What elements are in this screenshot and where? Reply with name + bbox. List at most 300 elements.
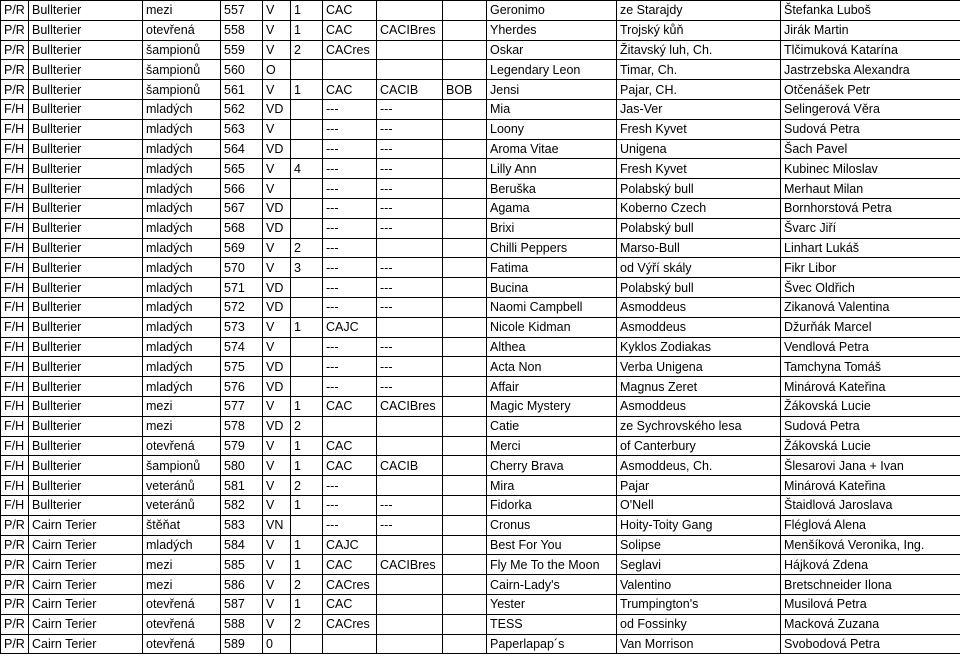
cell-kennel: Seglavi xyxy=(617,555,781,575)
cell-owner: Linhart Lukáš xyxy=(781,238,960,258)
cell-breed: Bullterier xyxy=(29,238,143,258)
cell-sex: F/H xyxy=(1,198,29,218)
cell-kennel: Žitavský luh, Ch. xyxy=(617,40,781,60)
cell-sex: F/H xyxy=(1,416,29,436)
cell-catalog-number: 574 xyxy=(221,337,263,357)
cell-kennel: Pajar xyxy=(617,476,781,496)
cell-owner: Musilová Petra xyxy=(781,594,960,614)
cell-breed: Bullterier xyxy=(29,396,143,416)
cell-placement xyxy=(291,179,323,199)
cell-cacib xyxy=(377,60,443,80)
cell-bob xyxy=(443,416,487,436)
cell-catalog-number: 580 xyxy=(221,456,263,476)
cell-breed: Bullterier xyxy=(29,258,143,278)
cell-placement xyxy=(291,218,323,238)
cell-breed: Bullterier xyxy=(29,40,143,60)
cell-catalog-number: 573 xyxy=(221,317,263,337)
table-row xyxy=(1,198,960,218)
table-row xyxy=(1,555,960,575)
cell-sex: F/H xyxy=(1,337,29,357)
cell-owner: Macková Zuzana xyxy=(781,614,960,634)
table-row xyxy=(1,614,960,634)
cell-sex: F/H xyxy=(1,396,29,416)
cell-breed: Bullterier xyxy=(29,476,143,496)
cell-placement: 1 xyxy=(291,535,323,555)
cell-title: --- xyxy=(323,357,377,377)
cell-catalog-number: 588 xyxy=(221,614,263,634)
cell-owner: Džurňák Marcel xyxy=(781,317,960,337)
cell-catalog-number: 565 xyxy=(221,159,263,179)
cell-breed: Bullterier xyxy=(29,278,143,298)
cell-rating: O xyxy=(263,60,291,80)
cell-cacib: --- xyxy=(377,99,443,119)
cell-placement: 2 xyxy=(291,614,323,634)
cell-catalog-number: 587 xyxy=(221,594,263,614)
cell-class: otevřená xyxy=(143,20,221,40)
cell-cacib xyxy=(377,594,443,614)
cell-placement: 1 xyxy=(291,1,323,21)
cell-class: mladých xyxy=(143,377,221,397)
cell-bob xyxy=(443,555,487,575)
cell-title xyxy=(323,634,377,654)
cell-kennel: od Fossinky xyxy=(617,614,781,634)
cell-title: --- xyxy=(323,119,377,139)
cell-class: veteránů xyxy=(143,495,221,515)
cell-title: CAJC xyxy=(323,535,377,555)
cell-dog-name: Oskar xyxy=(487,40,617,60)
cell-catalog-number: 563 xyxy=(221,119,263,139)
cell-bob xyxy=(443,139,487,159)
cell-class: mezi xyxy=(143,416,221,436)
cell-breed: Bullterier xyxy=(29,495,143,515)
cell-cacib: --- xyxy=(377,495,443,515)
cell-breed: Bullterier xyxy=(29,337,143,357)
cell-sex: P/R xyxy=(1,634,29,654)
cell-class: šampionů xyxy=(143,60,221,80)
cell-class: mezi xyxy=(143,1,221,21)
cell-kennel: Solipse xyxy=(617,535,781,555)
cell-breed: Bullterier xyxy=(29,119,143,139)
cell-bob xyxy=(443,634,487,654)
cell-bob xyxy=(443,495,487,515)
cell-kennel: Hoity-Toity Gang xyxy=(617,515,781,535)
table-row xyxy=(1,278,960,298)
cell-title: --- xyxy=(323,297,377,317)
cell-catalog-number: 569 xyxy=(221,238,263,258)
cell-cacib: --- xyxy=(377,258,443,278)
table-row xyxy=(1,139,960,159)
cell-placement: 1 xyxy=(291,456,323,476)
cell-class: mladých xyxy=(143,198,221,218)
cell-placement xyxy=(291,99,323,119)
cell-kennel: of Canterbury xyxy=(617,436,781,456)
cell-class: mezi xyxy=(143,396,221,416)
cell-owner: Švarc Jiří xyxy=(781,218,960,238)
cell-cacib: --- xyxy=(377,159,443,179)
cell-sex: F/H xyxy=(1,377,29,397)
cell-rating: VD xyxy=(263,218,291,238)
cell-dog-name: Cherry Brava xyxy=(487,456,617,476)
cell-dog-name: Beruška xyxy=(487,179,617,199)
cell-kennel: Unigena xyxy=(617,139,781,159)
cell-cacib xyxy=(377,476,443,496)
cell-rating: VN xyxy=(263,515,291,535)
cell-dog-name: Chilli Peppers xyxy=(487,238,617,258)
cell-owner: Sudová Petra xyxy=(781,119,960,139)
cell-sex: F/H xyxy=(1,297,29,317)
table-row xyxy=(1,337,960,357)
cell-title: CAC xyxy=(323,436,377,456)
cell-rating: VD xyxy=(263,297,291,317)
cell-owner: Štefanka Luboš xyxy=(781,1,960,21)
cell-dog-name: Aroma Vitae xyxy=(487,139,617,159)
cell-cacib: CACIBres xyxy=(377,20,443,40)
table-row xyxy=(1,258,960,278)
cell-breed: Bullterier xyxy=(29,20,143,40)
cell-cacib xyxy=(377,436,443,456)
cell-title xyxy=(323,60,377,80)
cell-dog-name: Naomi Campbell xyxy=(487,297,617,317)
cell-bob xyxy=(443,377,487,397)
cell-breed: Bullterier xyxy=(29,377,143,397)
cell-kennel: Polabský bull xyxy=(617,278,781,298)
table-row xyxy=(1,575,960,595)
cell-rating: VD xyxy=(263,139,291,159)
cell-breed: Bullterier xyxy=(29,297,143,317)
cell-rating: 0 xyxy=(263,634,291,654)
cell-sex: F/H xyxy=(1,476,29,496)
cell-sex: P/R xyxy=(1,575,29,595)
cell-owner: Šach Pavel xyxy=(781,139,960,159)
cell-bob xyxy=(443,218,487,238)
cell-placement xyxy=(291,278,323,298)
cell-cacib: CACIBres xyxy=(377,396,443,416)
cell-bob xyxy=(443,436,487,456)
cell-title: --- xyxy=(323,495,377,515)
table-row xyxy=(1,317,960,337)
cell-owner: Tlčimuková Katarína xyxy=(781,40,960,60)
cell-kennel: Polabský bull xyxy=(617,179,781,199)
cell-placement xyxy=(291,377,323,397)
cell-bob xyxy=(443,456,487,476)
cell-sex: F/H xyxy=(1,495,29,515)
cell-breed: Bullterier xyxy=(29,179,143,199)
cell-rating: V xyxy=(263,476,291,496)
cell-breed: Bullterier xyxy=(29,60,143,80)
cell-rating: V xyxy=(263,20,291,40)
cell-breed: Bullterier xyxy=(29,1,143,21)
cell-dog-name: Nicole Kidman xyxy=(487,317,617,337)
table-row xyxy=(1,396,960,416)
cell-catalog-number: 575 xyxy=(221,357,263,377)
cell-owner: Švec Oldřich xyxy=(781,278,960,298)
cell-placement: 2 xyxy=(291,575,323,595)
cell-rating: V xyxy=(263,40,291,60)
cell-bob: BOB xyxy=(443,80,487,100)
cell-rating: VD xyxy=(263,357,291,377)
cell-placement: 2 xyxy=(291,416,323,436)
cell-kennel: Trojský kůň xyxy=(617,20,781,40)
cell-placement xyxy=(291,139,323,159)
cell-kennel: Jas-Ver xyxy=(617,99,781,119)
cell-title: CACres xyxy=(323,575,377,595)
cell-class: mladých xyxy=(143,238,221,258)
cell-title: CAC xyxy=(323,20,377,40)
cell-title: --- xyxy=(323,218,377,238)
cell-cacib xyxy=(377,634,443,654)
cell-cacib xyxy=(377,416,443,436)
cell-rating: V xyxy=(263,456,291,476)
cell-sex: F/H xyxy=(1,139,29,159)
cell-owner: Minárová Kateřina xyxy=(781,476,960,496)
cell-title: CAC xyxy=(323,594,377,614)
cell-class: mezi xyxy=(143,555,221,575)
cell-dog-name: Yherdes xyxy=(487,20,617,40)
cell-title: --- xyxy=(323,377,377,397)
cell-sex: P/R xyxy=(1,535,29,555)
cell-placement xyxy=(291,515,323,535)
cell-breed: Cairn Terier xyxy=(29,535,143,555)
cell-rating: V xyxy=(263,258,291,278)
cell-catalog-number: 557 xyxy=(221,1,263,21)
cell-cacib xyxy=(377,614,443,634)
cell-sex: F/H xyxy=(1,317,29,337)
cell-kennel: Timar, Ch. xyxy=(617,60,781,80)
cell-catalog-number: 571 xyxy=(221,278,263,298)
cell-bob xyxy=(443,99,487,119)
cell-sex: F/H xyxy=(1,179,29,199)
cell-class: mladých xyxy=(143,179,221,199)
cell-owner: Štaidlová Jaroslava xyxy=(781,495,960,515)
cell-class: mladých xyxy=(143,119,221,139)
cell-class: šampionů xyxy=(143,40,221,60)
cell-sex: P/R xyxy=(1,60,29,80)
cell-dog-name: Jensi xyxy=(487,80,617,100)
cell-title: --- xyxy=(323,337,377,357)
cell-class: mladých xyxy=(143,139,221,159)
table-row xyxy=(1,1,960,21)
table-row xyxy=(1,218,960,238)
table-row xyxy=(1,515,960,535)
cell-class: šampionů xyxy=(143,80,221,100)
cell-placement: 1 xyxy=(291,555,323,575)
cell-cacib: --- xyxy=(377,139,443,159)
cell-kennel: Polabský bull xyxy=(617,218,781,238)
cell-cacib xyxy=(377,535,443,555)
cell-rating: V xyxy=(263,1,291,21)
cell-dog-name: Affair xyxy=(487,377,617,397)
cell-placement: 3 xyxy=(291,258,323,278)
cell-breed: Cairn Terier xyxy=(29,515,143,535)
cell-title: --- xyxy=(323,198,377,218)
cell-catalog-number: 589 xyxy=(221,634,263,654)
cell-bob xyxy=(443,614,487,634)
cell-title: --- xyxy=(323,139,377,159)
cell-cacib xyxy=(377,238,443,258)
cell-breed: Bullterier xyxy=(29,99,143,119)
cell-owner: Menšíková Veronika, Ing. xyxy=(781,535,960,555)
cell-dog-name: Best For You xyxy=(487,535,617,555)
cell-sex: F/H xyxy=(1,436,29,456)
table-row xyxy=(1,238,960,258)
cell-placement: 1 xyxy=(291,396,323,416)
cell-catalog-number: 586 xyxy=(221,575,263,595)
table-row xyxy=(1,80,960,100)
cell-class: mezi xyxy=(143,575,221,595)
cell-dog-name: Loony xyxy=(487,119,617,139)
cell-placement xyxy=(291,119,323,139)
cell-dog-name: Fatima xyxy=(487,258,617,278)
cell-cacib xyxy=(377,317,443,337)
cell-title: CAC xyxy=(323,1,377,21)
cell-bob xyxy=(443,278,487,298)
cell-placement: 2 xyxy=(291,238,323,258)
cell-cacib: --- xyxy=(377,179,443,199)
cell-title: CAC xyxy=(323,456,377,476)
cell-title: --- xyxy=(323,258,377,278)
cell-placement xyxy=(291,297,323,317)
cell-dog-name: TESS xyxy=(487,614,617,634)
cell-cacib: CACIB xyxy=(377,80,443,100)
cell-rating: V xyxy=(263,594,291,614)
cell-cacib: --- xyxy=(377,337,443,357)
cell-owner: Jastrzebska Alexandra xyxy=(781,60,960,80)
cell-catalog-number: 582 xyxy=(221,495,263,515)
cell-catalog-number: 566 xyxy=(221,179,263,199)
cell-bob xyxy=(443,159,487,179)
cell-class: mladých xyxy=(143,99,221,119)
cell-catalog-number: 576 xyxy=(221,377,263,397)
cell-kennel: Verba Unigena xyxy=(617,357,781,377)
cell-title: --- xyxy=(323,179,377,199)
cell-breed: Bullterier xyxy=(29,80,143,100)
cell-breed: Bullterier xyxy=(29,416,143,436)
cell-class: otevřená xyxy=(143,634,221,654)
cell-class: otevřená xyxy=(143,594,221,614)
cell-class: mladých xyxy=(143,258,221,278)
cell-title: CAC xyxy=(323,555,377,575)
cell-dog-name: Acta Non xyxy=(487,357,617,377)
cell-rating: V xyxy=(263,535,291,555)
cell-placement: 2 xyxy=(291,476,323,496)
cell-rating: V xyxy=(263,317,291,337)
table-row xyxy=(1,416,960,436)
table-row xyxy=(1,535,960,555)
cell-class: veteránů xyxy=(143,476,221,496)
cell-cacib: --- xyxy=(377,357,443,377)
cell-bob xyxy=(443,515,487,535)
cell-class: mladých xyxy=(143,278,221,298)
cell-owner: Kubinec Miloslav xyxy=(781,159,960,179)
cell-breed: Cairn Terier xyxy=(29,594,143,614)
cell-rating: V xyxy=(263,614,291,634)
cell-bob xyxy=(443,40,487,60)
cell-cacib: --- xyxy=(377,198,443,218)
cell-breed: Bullterier xyxy=(29,198,143,218)
table-row xyxy=(1,495,960,515)
cell-catalog-number: 560 xyxy=(221,60,263,80)
cell-rating: VD xyxy=(263,416,291,436)
cell-catalog-number: 558 xyxy=(221,20,263,40)
cell-sex: F/H xyxy=(1,238,29,258)
cell-kennel: Marso-Bull xyxy=(617,238,781,258)
cell-cacib: --- xyxy=(377,218,443,238)
cell-bob xyxy=(443,179,487,199)
cell-owner: Fikr Libor xyxy=(781,258,960,278)
cell-placement: 1 xyxy=(291,594,323,614)
cell-class: šampionů xyxy=(143,456,221,476)
table-row xyxy=(1,20,960,40)
cell-breed: Cairn Terier xyxy=(29,575,143,595)
cell-breed: Bullterier xyxy=(29,456,143,476)
cell-kennel: Asmoddeus xyxy=(617,317,781,337)
cell-rating: V xyxy=(263,337,291,357)
cell-kennel: Valentino xyxy=(617,575,781,595)
cell-placement xyxy=(291,198,323,218)
cell-sex: F/H xyxy=(1,218,29,238)
table-row xyxy=(1,297,960,317)
cell-class: mladých xyxy=(143,357,221,377)
cell-sex: F/H xyxy=(1,278,29,298)
cell-title xyxy=(323,416,377,436)
cell-rating: V xyxy=(263,396,291,416)
cell-owner: Bretschneider Ilona xyxy=(781,575,960,595)
cell-dog-name: Fly Me To the Moon xyxy=(487,555,617,575)
cell-catalog-number: 559 xyxy=(221,40,263,60)
cell-catalog-number: 570 xyxy=(221,258,263,278)
cell-catalog-number: 579 xyxy=(221,436,263,456)
cell-bob xyxy=(443,317,487,337)
cell-catalog-number: 584 xyxy=(221,535,263,555)
cell-kennel: Trumpington's xyxy=(617,594,781,614)
table-row xyxy=(1,99,960,119)
cell-owner: Fléglová Alena xyxy=(781,515,960,535)
cell-sex: F/H xyxy=(1,119,29,139)
cell-rating: VD xyxy=(263,377,291,397)
cell-title: --- xyxy=(323,238,377,258)
cell-sex: P/R xyxy=(1,20,29,40)
cell-cacib: --- xyxy=(377,278,443,298)
cell-title: --- xyxy=(323,159,377,179)
cell-catalog-number: 577 xyxy=(221,396,263,416)
cell-catalog-number: 578 xyxy=(221,416,263,436)
cell-sex: P/R xyxy=(1,80,29,100)
cell-placement: 4 xyxy=(291,159,323,179)
cell-placement xyxy=(291,357,323,377)
cell-sex: P/R xyxy=(1,614,29,634)
table-row xyxy=(1,179,960,199)
cell-rating: V xyxy=(263,159,291,179)
cell-class: štěňat xyxy=(143,515,221,535)
cell-bob xyxy=(443,357,487,377)
cell-breed: Bullterier xyxy=(29,317,143,337)
cell-cacib: --- xyxy=(377,515,443,535)
cell-sex: F/H xyxy=(1,159,29,179)
table-row xyxy=(1,436,960,456)
cell-rating: VD xyxy=(263,198,291,218)
cell-class: otevřená xyxy=(143,436,221,456)
cell-owner: Bornhorstová Petra xyxy=(781,198,960,218)
cell-kennel: od Výří skály xyxy=(617,258,781,278)
cell-owner: Šlesarovi Jana + Ivan xyxy=(781,456,960,476)
table-row xyxy=(1,476,960,496)
cell-sex: P/R xyxy=(1,40,29,60)
cell-dog-name: Merci xyxy=(487,436,617,456)
cell-catalog-number: 567 xyxy=(221,198,263,218)
cell-bob xyxy=(443,297,487,317)
cell-rating: V xyxy=(263,80,291,100)
cell-bob xyxy=(443,337,487,357)
